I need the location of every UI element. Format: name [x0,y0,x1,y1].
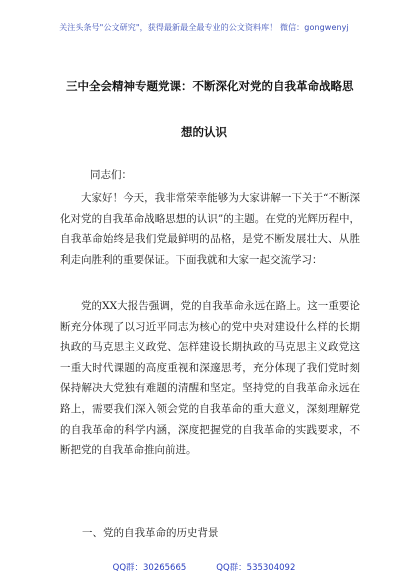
footer-qq-group-2: QQ群：535304092 [216,563,296,573]
header-note: 关注头条号"公文研究"，获得最新最全最专业的公文资料库！ 微信：gongwenyj [59,23,349,32]
footer-qq-group-1: QQ群：30265665 [112,563,187,573]
document-title-line-2: 想的认识 [181,125,227,139]
document-title-line-1: 三中全会精神专题党课：不断深化对党的自我革命战略思 [66,79,354,93]
salutation: 同志们： [90,169,132,181]
footer [0,561,408,573]
paragraph-body: 党的XX大报告强调，党的自我革命永远在路上。这一重要论断充分体现了以习近平同志为核心的党中央对建设什么样的长期执政的马克思主义政党、怎样建设长期执政的马克思主义政党这一重大时代课题的高度重视和深邃思考，充分体现了我们党时刻保持解决大党独有难题的清醒和坚定。坚持党的自我革命永远在路上，需要我们深入领会党的自我革命的重大意义，深刻理解党的自我革命的科学内涵，深度把握党的自我革命的实践要求，不断把党的自我革命推向前进。 [60,300,360,457]
paragraph-intro: 大家好！今天，我非常荣幸能够为大家讲解一下关于“不断深化对党的自我革命战略思想的认识”的主题。在党的光辉历程中，自我革命始终是我们党最鲜明的品格，是党不断发展壮大、从胜利走向胜利的重要保证。下面我就和大家一起交流学习： [60,192,360,266]
section-heading: 一、党的自我革命的历史背景 [82,527,219,539]
